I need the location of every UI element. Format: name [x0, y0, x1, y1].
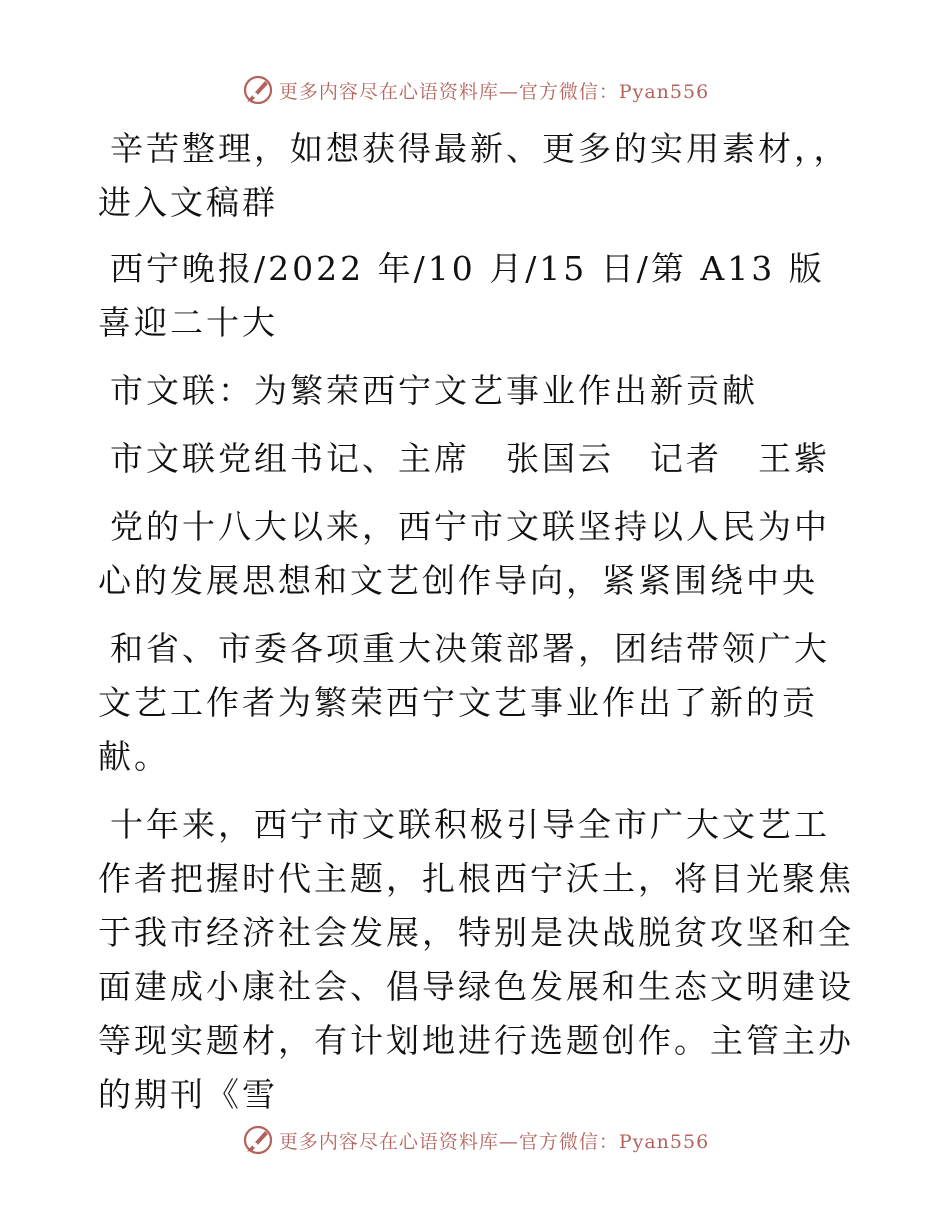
- document-body: [98, 122, 858, 1136]
- quill-pen-logo-icon: [241, 1123, 275, 1157]
- article-title: 市文联：为繁荣西宁文艺事业作出新贡献: [110, 371, 758, 410]
- article-byline: 市文联党组书记、主席 张国云 记者 王紫: [110, 439, 830, 478]
- body-paragraph: 党的十八大以来，西宁市文联坚持以人民为中心的发展思想和文艺创作导向，紧紧围绕中央: [98, 507, 830, 600]
- watermark-text: 更多内容尽在心语资料库—官方微信：Pyan556: [278, 80, 710, 103]
- watermark-text: 更多内容尽在心语资料库—官方微信：Pyan556: [278, 1130, 710, 1153]
- source-line: 西宁晚报/2022 年/10 月/15 日/第 A13 版喜迎二十大: [98, 249, 825, 342]
- quill-pen-logo-icon: [241, 73, 275, 107]
- body-paragraph: 十年来，西宁市文联积极引导全市广大文艺工作者把握时代主题，扎根西宁沃土，将目光聚焦于我市经济社会发展，特别是决战脱贫攻坚和全面建成小康社会、倡导绿色发展和生态文明建设等现实题材，有计划地进行选题创作。主管主办的期刊《雪: [98, 805, 854, 1114]
- watermark-banner-bottom: [0, 1120, 950, 1160]
- intro-paragraph: 辛苦整理，如想获得最新、更多的实用素材，，进入文稿群: [98, 129, 850, 222]
- watermark-banner-top: [0, 70, 950, 110]
- body-paragraph: 和省、市委各项重大决策部署，团结带领广大文艺工作者为繁荣西宁文艺事业作出了新的贡献。: [98, 629, 830, 776]
